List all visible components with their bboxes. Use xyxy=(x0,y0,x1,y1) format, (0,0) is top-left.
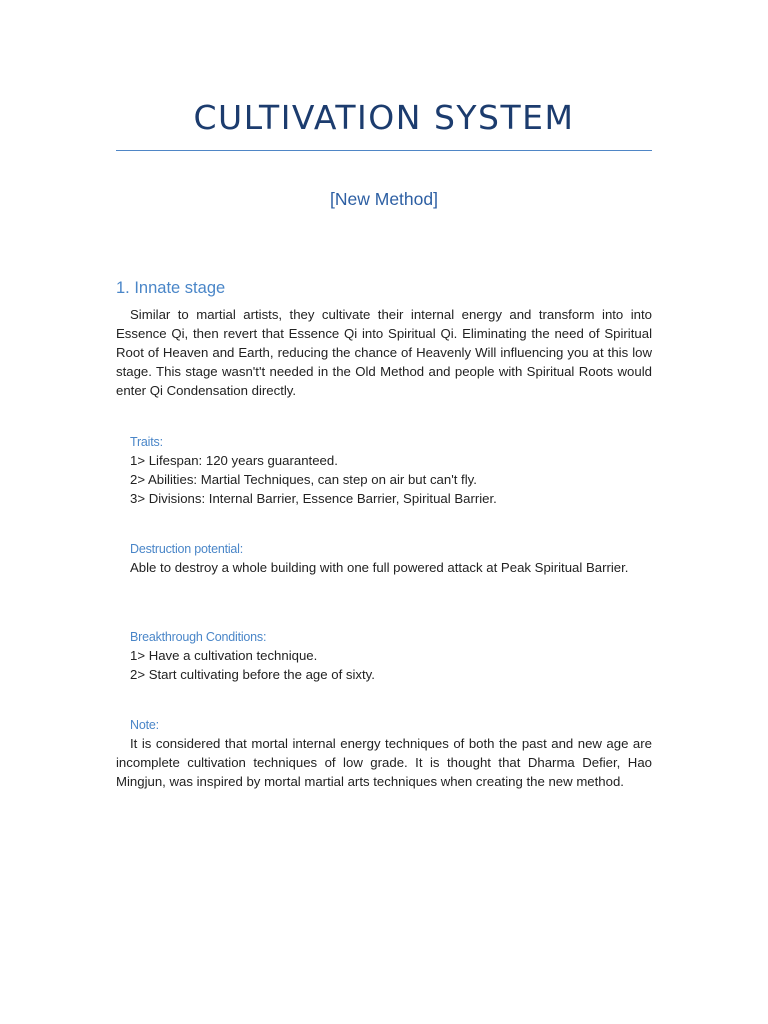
breakthrough-label: Breakthrough Conditions: xyxy=(130,630,267,644)
destruction-label: Destruction potential: xyxy=(130,542,244,556)
section-intro-paragraph: Similar to martial artists, they cultivate their internal energy and transform into into Essence Qi, then revert that Essence Qi into Spiritual Qi. Eliminating the need of Spiritual Root of Heaven and Earth, reducing the chance of Heavenly Will influencing you at this low stage. This stage wasn't't needed in the Old Method and people with Spiritual Roots would enter Qi Condensation directly. xyxy=(116,307,652,398)
document-subtitle: [New Method] xyxy=(330,189,438,209)
note-label: Note: xyxy=(130,718,159,732)
traits-item: 2> Abilities: Martial Techniques, can step on air but can't fly. xyxy=(130,472,477,487)
destruction-paragraph: Able to destroy a whole building with one full powered attack at Peak Spiritual Barrier. xyxy=(130,560,629,575)
title-divider xyxy=(116,150,652,151)
traits-item: 3> Divisions: Internal Barrier, Essence Barrier, Spiritual Barrier. xyxy=(130,491,497,506)
traits-item: 1> Lifespan: 120 years guaranteed. xyxy=(130,453,338,468)
document-title: CULTIVATION SYSTEM xyxy=(193,98,575,137)
traits-label: Traits: xyxy=(130,435,163,449)
breakthrough-item: 1> Have a cultivation technique. xyxy=(130,648,318,663)
note-paragraph: It is considered that mortal internal energy techniques of both the past and new age are incomplete cultivation techniques of low grade. It is thought that Dharma Defier, Hao Mingjun, was inspired by mortal martial arts techniques when creating the new method. xyxy=(116,736,652,789)
breakthrough-item: 2> Start cultivating before the age of sixty. xyxy=(130,667,375,682)
section-heading: 1. Innate stage xyxy=(116,279,226,297)
